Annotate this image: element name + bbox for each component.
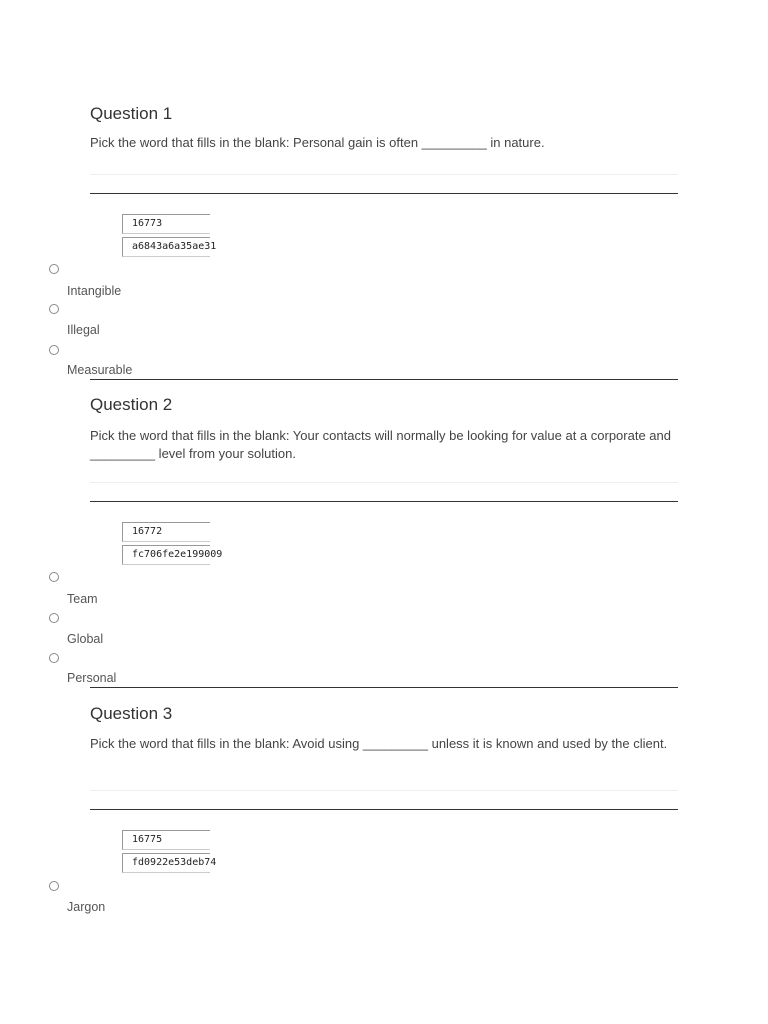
question-text: Pick the word that fills in the blank: Avoid using _________ unless it is known and used by the client. bbox=[90, 736, 668, 751]
question-hash-field[interactable]: a6843a6a35ae31 bbox=[122, 237, 210, 257]
option-radio-personal[interactable] bbox=[49, 653, 59, 663]
divider bbox=[90, 501, 678, 502]
option-radio-global[interactable] bbox=[49, 613, 59, 623]
question-separator bbox=[90, 379, 678, 380]
divider bbox=[90, 482, 678, 483]
option-radio-jargon[interactable] bbox=[49, 881, 59, 891]
divider bbox=[90, 193, 678, 194]
question-hash-field[interactable]: fc706fe2e199009 bbox=[122, 545, 210, 565]
option-radio-intangible[interactable] bbox=[49, 264, 59, 274]
question-title: Question 2 bbox=[90, 395, 173, 414]
question-hash-field[interactable]: fd0922e53deb74 bbox=[122, 853, 210, 873]
option-label: Team bbox=[67, 592, 98, 606]
question-id-field[interactable]: 16775 bbox=[122, 830, 210, 850]
question-title: Question 1 bbox=[90, 104, 173, 123]
question-text: Pick the word that fills in the blank: Personal gain is often _________ in nature. bbox=[90, 135, 545, 150]
option-label: Personal bbox=[67, 671, 117, 685]
option-label: Measurable bbox=[67, 363, 133, 377]
option-label: Illegal bbox=[67, 323, 100, 337]
question-id-field[interactable]: 16772 bbox=[122, 522, 210, 542]
option-label: Intangible bbox=[67, 284, 122, 298]
option-label: Global bbox=[67, 632, 104, 646]
option-label: Jargon bbox=[67, 900, 106, 914]
question-text: Pick the word that fills in the blank: Your contacts will normally be looking for value at a corporate and _________ level from your solution. bbox=[90, 428, 671, 461]
option-radio-team[interactable] bbox=[49, 572, 59, 582]
question-id-field[interactable]: 16773 bbox=[122, 214, 210, 234]
question-title: Question 3 bbox=[90, 704, 173, 723]
divider bbox=[90, 790, 678, 791]
option-radio-measurable[interactable] bbox=[49, 345, 59, 355]
option-radio-illegal[interactable] bbox=[49, 304, 59, 314]
divider bbox=[90, 174, 678, 175]
question-separator bbox=[90, 687, 678, 688]
divider bbox=[90, 809, 678, 810]
